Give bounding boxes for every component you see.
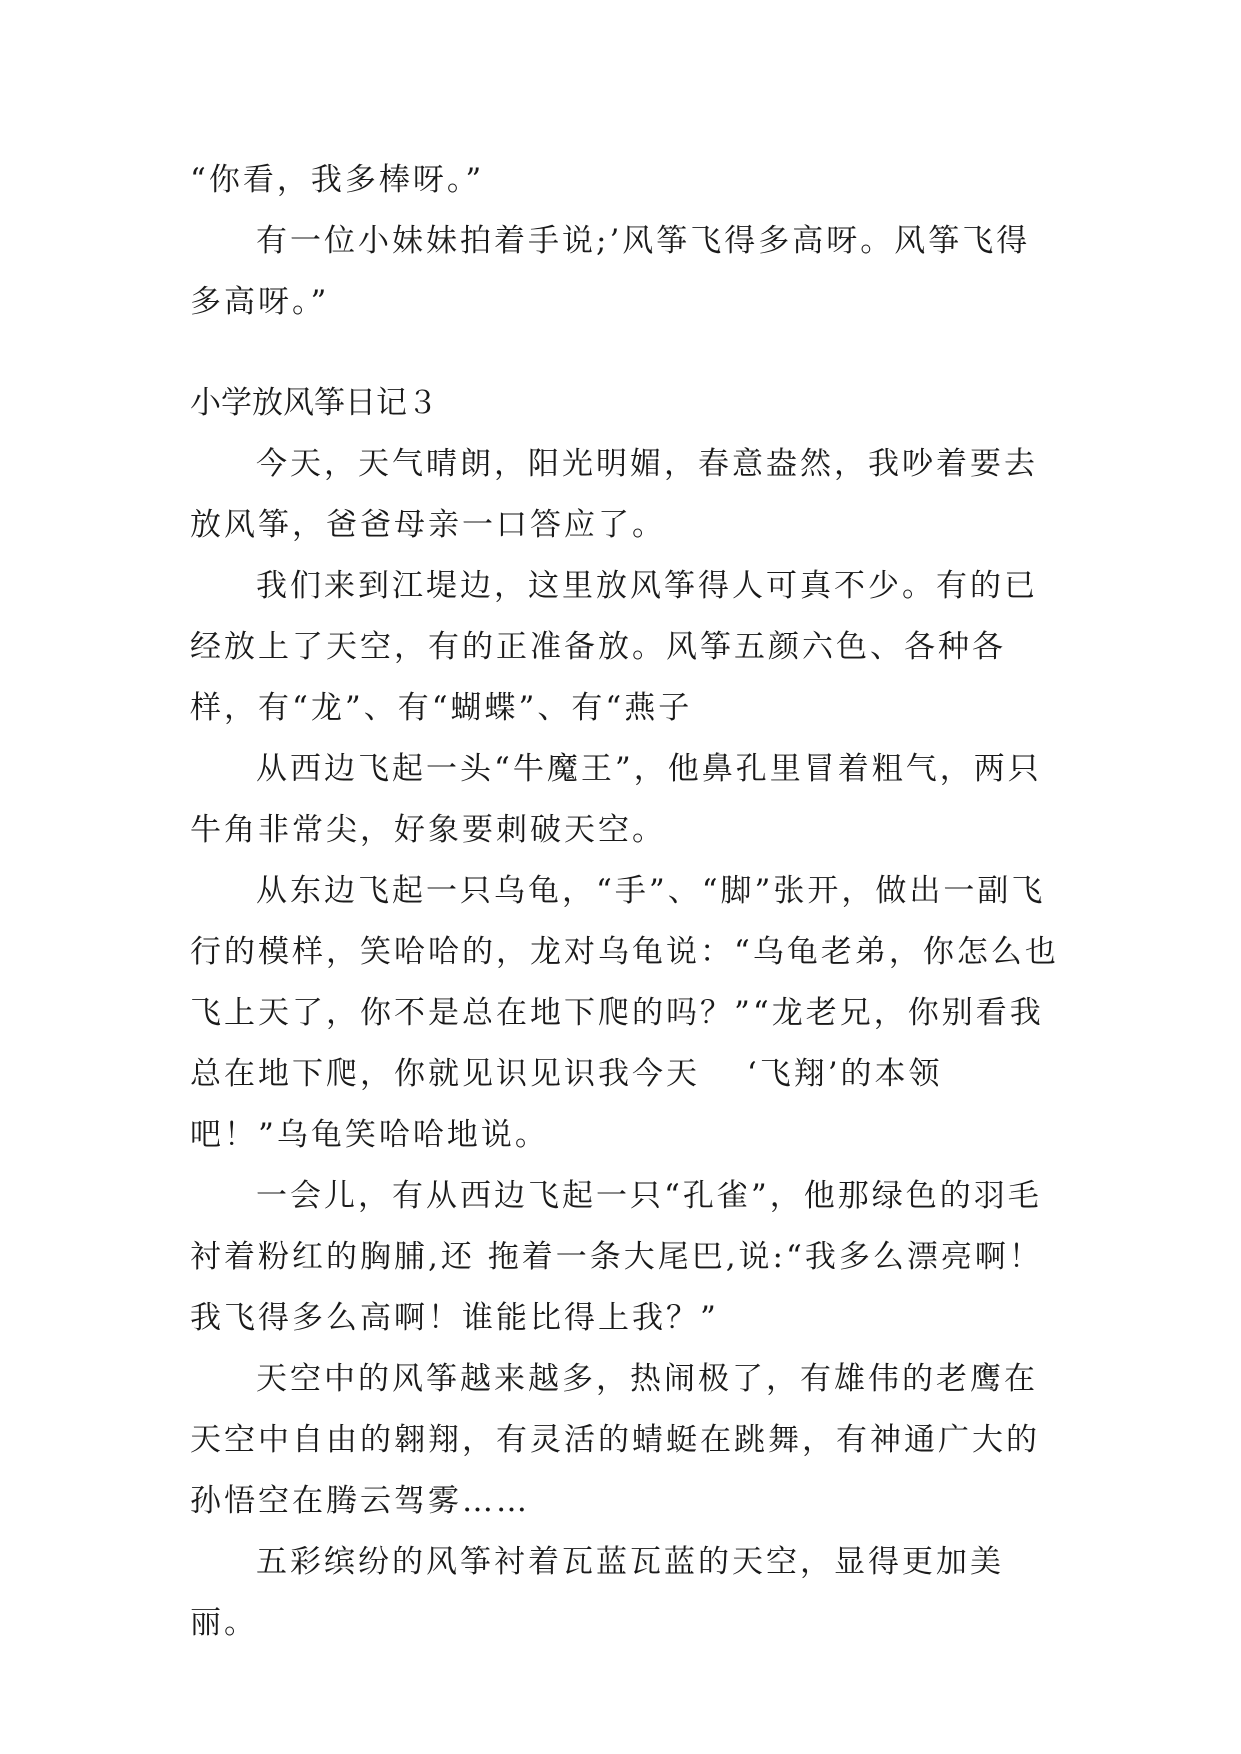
paragraph-quote: “你看，我多棒呀。”: [190, 162, 485, 198]
paragraph-weather: 今天，天气晴朗，阳光明媚，春意盎然，我吵着要去放风筝，爸爸母亲一口答应了。: [190, 446, 1038, 543]
document-body: [190, 150, 1060, 1654]
paragraph-bull-demon: 从西边飞起一头“牛魔王”，他鼻孔里冒着粗气，两只牛角非常尖，好象要刺破天空。: [190, 751, 1042, 848]
paragraph-colorful: 五彩缤纷的风筝衬着瓦蓝瓦蓝的天空，显得更加美丽。: [190, 1544, 1004, 1641]
paragraph-turtle: 从东边飞起一只乌龟，“手”、“脚”张开，做出一副飞行的模样，笑哈哈的，龙对乌龟说：“乌龟老弟，你怎么也飞上天了，你不是总在地下爬的吗？”“龙老兄，你别看我总在地下爬，你就见识见识我今天 ‘飞翔’的本领吧！”乌龟笑哈哈地说。: [190, 873, 1059, 1153]
section-title: 小学放风筝日记３: [190, 385, 438, 421]
paragraph-peacock: 一会儿，有从西边飞起一只“孔雀”，他那绿色的羽毛衬着粉红的胸脯,还 拖着一条大尾巴,说:“我多么漂亮啊！我飞得多么高啊！谁能比得上我？”: [190, 1178, 1043, 1336]
paragraph-sky-kites: 天空中的风筝越来越多，热闹极了，有雄伟的老鹰在天空中自由的翱翔，有灵活的蜻蜓在跳舞，有神通广大的孙悟空在腾云驾雾……: [190, 1361, 1040, 1519]
paragraph-river-bank: 我们来到江堤边，这里放风筝得人可真不少。有的已经放上了天空，有的正准备放。风筝五颜六色、各种各样，有“龙”、有“蝴蝶”、有“燕子: [190, 568, 1038, 726]
paragraph-little-sister: 有一位小妹妹拍着手说;’风筝飞得多高呀。风筝飞得多高呀。”: [190, 223, 1031, 320]
